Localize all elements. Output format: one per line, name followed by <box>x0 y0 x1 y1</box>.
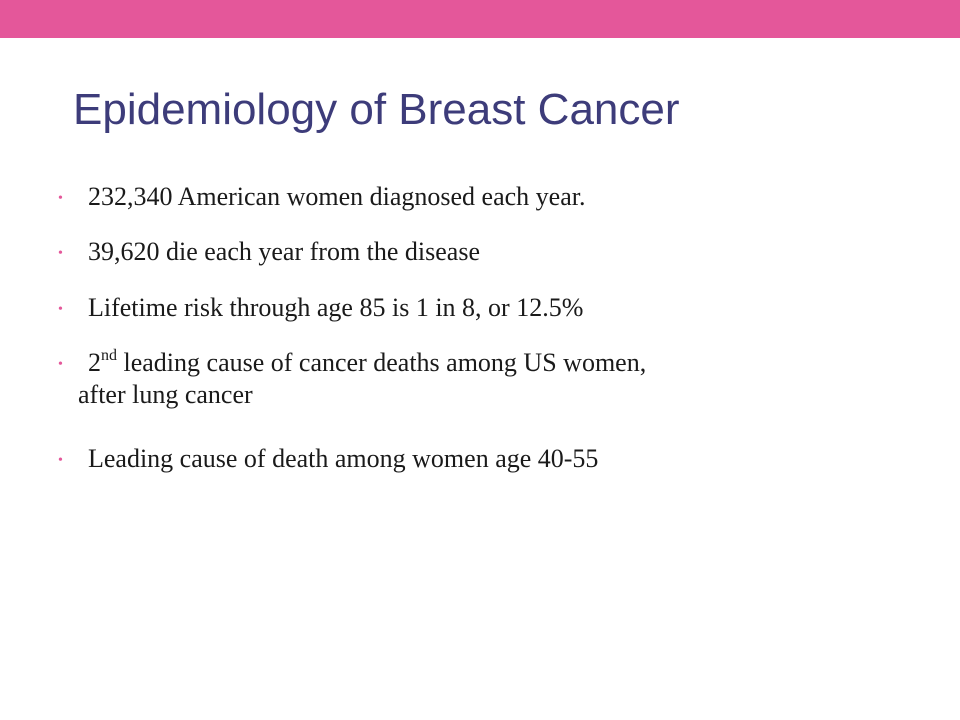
bullet-text: 232,340 American women diagnosed each year. <box>88 182 586 211</box>
bullet-item <box>58 347 918 411</box>
bullet-item <box>58 443 918 475</box>
slide-title: Epidemiology of Breast Cancer <box>73 85 680 134</box>
bullet-text: Lifetime risk through age 85 is 1 in 8, or 12.5% <box>88 293 584 322</box>
bullet-marker: • <box>58 191 63 206</box>
bullet-item <box>58 292 918 324</box>
bullet-marker: • <box>58 302 63 317</box>
ordinal-number: 2 <box>88 348 101 377</box>
bullet-item <box>58 181 918 213</box>
bullet-item <box>58 236 918 268</box>
bullet-text <box>58 347 918 411</box>
bullet-marker: • <box>58 453 63 468</box>
bullet-marker: • <box>58 357 63 372</box>
bullet-marker: • <box>58 246 63 261</box>
ordinal-suffix: nd <box>101 347 117 364</box>
bullet-text-line1: leading cause of cancer deaths among US women, <box>117 348 647 377</box>
bullet-text: Leading cause of death among women age 40-55 <box>88 444 599 473</box>
bullet-text-line2: after lung cancer <box>78 380 253 409</box>
top-accent-bar <box>0 0 960 38</box>
bullet-text: 39,620 die each year from the disease <box>88 237 481 266</box>
